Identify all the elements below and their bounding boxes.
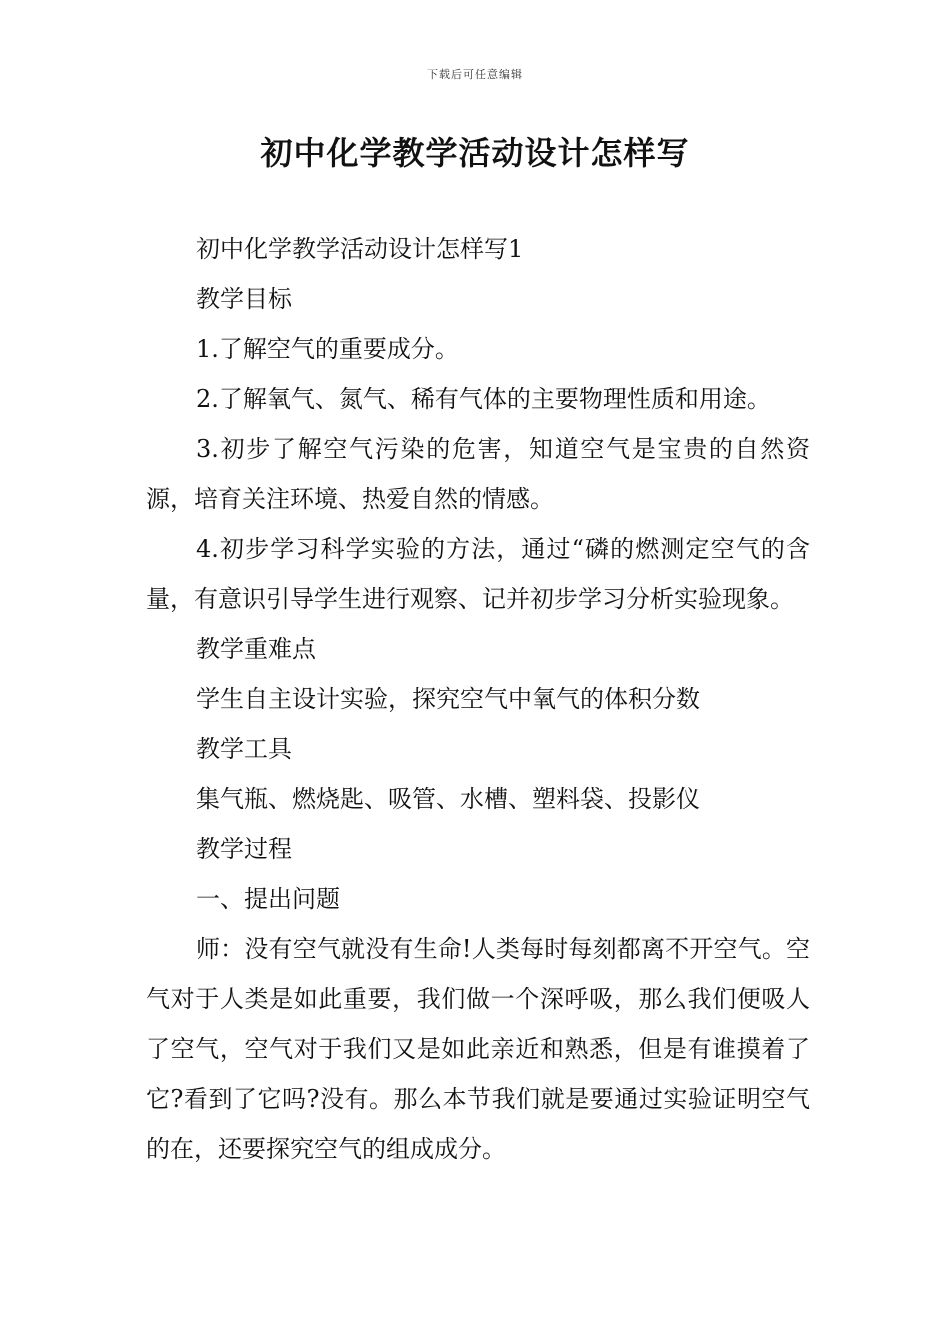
document-body <box>146 224 810 1174</box>
subheading-tools: 教学工具 <box>196 735 292 763</box>
objective-item: 4.初步学习科学实验的方法，通过“磷的燃测定空气的含量，有意识引导学生进行观察、记并初步学习分析实验现象。 <box>146 535 810 613</box>
subheading-process: 教学过程 <box>196 835 292 863</box>
subheading-key-points: 教学重难点 <box>196 635 316 663</box>
subheading-objectives: 教学目标 <box>196 285 292 313</box>
document-title: 初中化学教学活动设计怎样写 <box>260 134 690 172</box>
section-heading: 初中化学教学活动设计怎样写1 <box>196 235 524 263</box>
objective-item: 3.初步了解空气污染的危害，知道空气是宝贵的自然资源，培育关注环境、热爱自然的情感。 <box>146 435 810 513</box>
objective-item: 2.了解氧气、氮气、稀有气体的主要物理性质和用途。 <box>196 385 771 413</box>
header-note: 下载后可任意编辑 <box>427 68 523 81</box>
process-step-heading: 一、提出问题 <box>196 885 340 913</box>
tools-text: 集气瓶、燃烧匙、吸管、水槽、塑料袋、投影仪 <box>196 785 700 813</box>
objective-item: 1.了解空气的重要成分。 <box>196 335 459 363</box>
key-points-text: 学生自主设计实验，探究空气中氧气的体积分数 <box>196 685 700 713</box>
body-paragraph: 师：没有空气就没有生命!人类每时每刻都离不开空气。空气对于人类是如此重要，我们做一个深呼吸，那么我们便吸人了空气，空气对于我们又是如此亲近和熟悉，但是有谁摸着了它?看到了它吗?没有。那么本节我们就是要通过实验证明空气的在，还要探究空气的组成成分。 <box>146 935 810 1163</box>
